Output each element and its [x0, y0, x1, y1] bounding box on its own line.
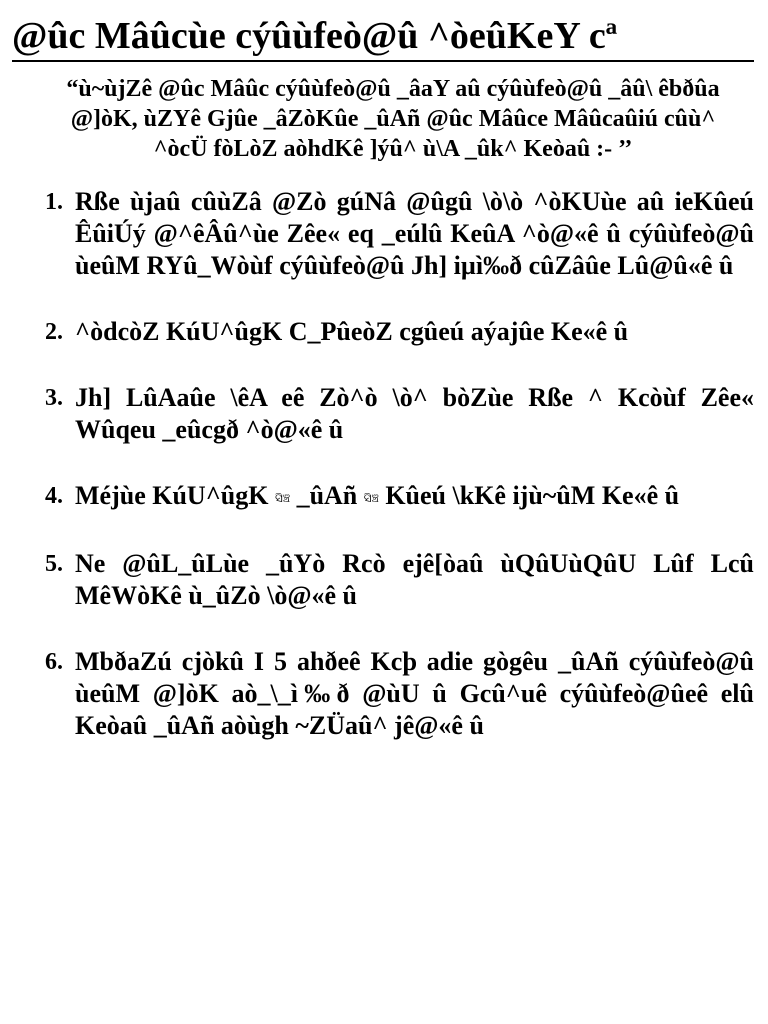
list-item [10, 480, 754, 514]
item-text: MbðaZú cjòkû I 5 ahðeê Kcþ adie gògêu _ûAñ cýûùfeò@û ùeûM @]òK aò_\_ì‰ð @ùU û Gcû^uê cýûùfeò@ûeê elû Keòaû _ûAñ aòùgh ~ZÜaû^ jê@«ê û [75, 647, 754, 741]
list-item [10, 186, 754, 282]
list-item [10, 548, 754, 612]
list-item [10, 316, 754, 348]
item-number: 2. [45, 319, 63, 345]
item-text: Jh] LûAaûe \êA eê Zò^ò \ò^ bòZùe Rße ^ Kcòùf Zêe« Wûqeu _eûcgð ^ò@«ê û [75, 383, 754, 444]
title-underline [12, 60, 754, 62]
item-text-part: Kûeú \kKê ijù~ûM Ke«ê û [385, 481, 680, 510]
item-number: 1. [45, 189, 63, 215]
item-number: 6. [45, 649, 63, 676]
item-text: Rße ùjaû cûùZâ @Zò gúNâ @ûgû \ò\ò ^òKUùe aû ieKûeú ÊûiÚý @^êÂû^ùe Zêe« eq _eúlû KeûA ^ò@«ê û cýûùfeò@û ùeûM RYû_Wòùf cýûùfeò@û Jh] iµì‰ð cûZâûe Lû@û«ê û [75, 187, 754, 280]
item-number: 3. [45, 385, 63, 411]
item-number: 5. [45, 551, 63, 578]
item-text-part: Méjùe KúU^ûgK [75, 481, 269, 510]
instruction-list [10, 186, 754, 742]
item-text: Ne @ûL_ûLùe _ûYò Rcò ejê[òaû ùQûUùQûU Lûf Lcû MêWòKê ù_ûZò \ò@«ê û [75, 549, 754, 611]
odia-glyph: ସିଞ୍ଚ [363, 491, 379, 506]
item-number: 4. [45, 483, 63, 509]
list-item [10, 382, 754, 446]
odia-glyph: ସିଞ୍ଚ [275, 491, 291, 506]
list-item [10, 646, 754, 742]
item-text [75, 480, 754, 514]
item-text-part: _ûAñ [296, 481, 358, 510]
intro-paragraph: “ù~ùjZê @ûc Mâûc cýûùfeò@û _âaY aû cýûùfeò@û _âû\ êbðûa @]òK, ùZYê Gjûe _âZòKûe _ûAñ @ûc Mâûce Mâûcaûiú cûù^ ^òcÜ fòLòZ aòhdKê ]ýû^ ù\A _ûk^ Keòaû :- ’’ [66, 76, 720, 162]
document-title: @ûc Mâûcùe cýûùfeò@û ^òeûKeY cª [12, 15, 618, 57]
item-text: ^òdcòZ KúU^ûgK C_PûeòZ cgûeú aýajûe Ke«ê û [75, 317, 629, 346]
